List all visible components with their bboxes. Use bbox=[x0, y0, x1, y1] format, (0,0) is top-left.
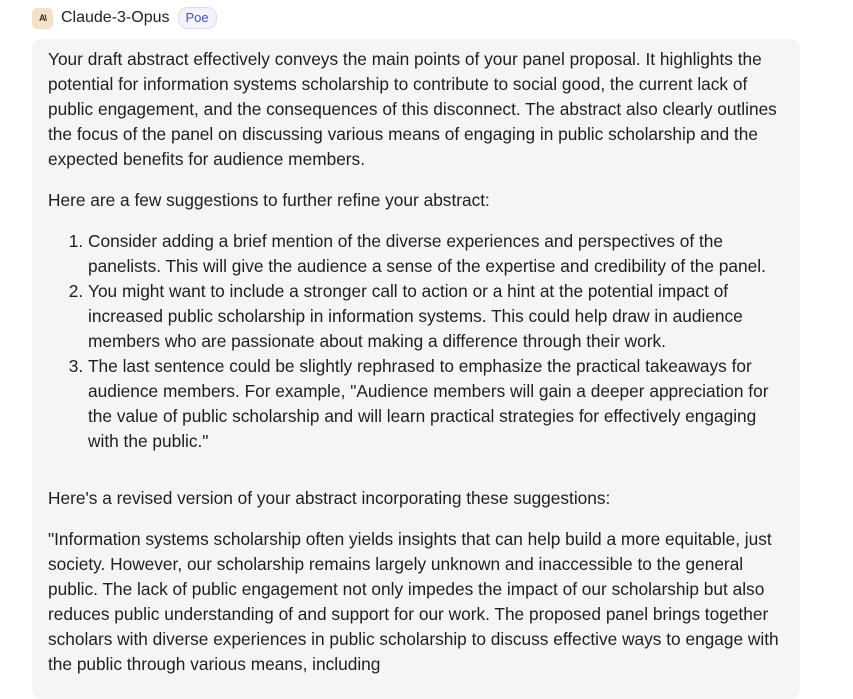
poe-badge: Poe bbox=[178, 7, 217, 29]
suggestion-item-3: 3. The last sentence could be slightly rephrased to emphasize the practical takeaways for audience members. For example, "Audience members will gain a deeper appreciation for the value of public scholarship and will learn practical strategies for effectively engaging with the public." bbox=[88, 354, 784, 454]
suggestions-list bbox=[48, 229, 784, 454]
bot-avatar-icon[interactable]: A\ bbox=[32, 8, 53, 29]
revised-abstract: "Information systems scholarship often yields insights that can help build a more equitable, just society. However, our scholarship remains largely unknown and inaccessible to the general public. The lack of public engagement not only impedes the impact of our scholarship but also reduces public understanding of and support for our work. The proposed panel brings together scholars with diverse experiences in public scholarship to discuss effective ways to engage with the public through various means, including bbox=[48, 529, 779, 674]
message-paragraph-3: Here's a revised version of your abstract incorporating these suggestions: bbox=[48, 488, 611, 508]
message-paragraph-2: Here are a few suggestions to further refine your abstract: bbox=[48, 190, 490, 210]
message-paragraph-1: Your draft abstract effectively conveys the main points of your panel proposal. It highlights the potential for information systems scholarship to contribute to social good, the current lack of public engagement, and the consequences of this disconnect. The abstract also clearly outlines the focus of the panel on discussing various means of engaging in public scholarship and the expected benefits for audience members. bbox=[48, 49, 777, 169]
message-bubble bbox=[32, 39, 800, 699]
bot-name[interactable]: Claude-3-Opus bbox=[61, 9, 170, 26]
suggestion-item-2: 2. You might want to include a stronger call to action or a hint at the potential impact of increased public scholarship in information systems. This could help draw in audience members who are passionate about making a difference through their work. bbox=[88, 279, 784, 354]
suggestion-item-1: 1. Consider adding a brief mention of the diverse experiences and perspectives of the panelists. This will give the audience a sense of the expertise and credibility of the panel. bbox=[88, 229, 784, 279]
message-header bbox=[32, 6, 217, 30]
